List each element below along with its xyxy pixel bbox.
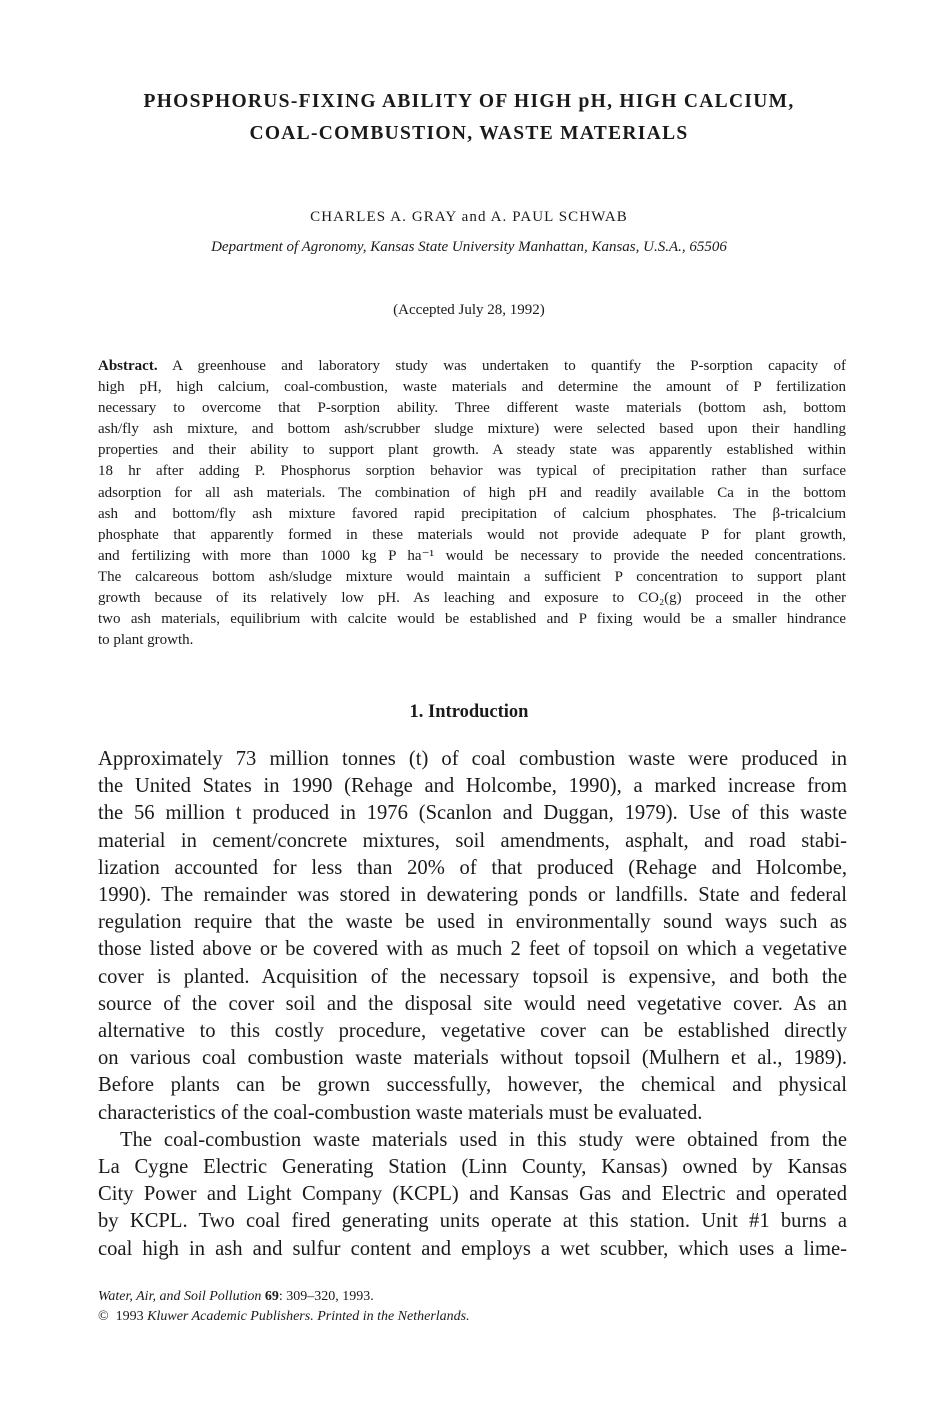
- introduction-body: [98, 746, 847, 1263]
- body-line: by KCPL. Two coal fired generating units operate at this station. Unit #1 burns a: [98, 1210, 847, 1233]
- copyright-line: [98, 1307, 798, 1327]
- body-line: characteristics of the coal-combustion waste materials must be evaluated.: [98, 1101, 703, 1124]
- abstract-line: to plant growth.: [98, 632, 194, 649]
- abstract-line: growth because of its relatively low pH. As leaching and exposure to CO₂(g) proceed in the other: [98, 590, 846, 607]
- body-line: lization accounted for less than 20% of that produced (Rehage and Holcombe,: [98, 856, 847, 879]
- journal-line: [98, 1287, 798, 1307]
- body-line: coal high in ash and sulfur content and employs a wet scubber, which uses a lime-: [98, 1237, 847, 1260]
- abstract-line: two ash materials, equilibrium with calcite would be established and P fixing would be a smaller hindrance: [98, 611, 846, 628]
- abstract-line: 18 hr after adding P. Phosphorus sorption behavior was typical of precipitation rather than surface: [98, 463, 846, 480]
- body-line: those listed above or be covered with as much 2 feet of topsoil on which a vegetative: [98, 938, 847, 961]
- journal-pages: : 309–320, 1993.: [278, 1289, 374, 1304]
- paper-title: [60, 86, 878, 150]
- footer-citation: [98, 1287, 798, 1327]
- section-heading-introduction: 1. Introduction: [409, 702, 529, 722]
- accepted-date: (Accepted July 28, 1992): [393, 302, 545, 318]
- abstract-line: high pH, high calcium, coal-combustion, waste materials and determine the amount of P fertilization: [98, 379, 846, 396]
- title-line-1: PHOSPHORUS-FIXING ABILITY OF HIGH pH, HIGH CALCIUM,: [143, 91, 795, 112]
- body-line: cover is planted. Acquisition of the necessary topsoil is expensive, and both the: [98, 965, 847, 988]
- abstract-line: necessary to overcome that P-sorption ability. Three different waste materials (bottom ash, bottom: [98, 400, 846, 417]
- body-line: regulation require that the waste be used in environmentally sound ways such as: [98, 911, 847, 934]
- body-line: the 56 million t produced in 1976 (Scanlon and Duggan, 1979). Use of this waste: [98, 802, 847, 825]
- body-line: 1990). The remainder was stored in dewatering ponds or landfills. State and federal: [98, 884, 847, 907]
- authors: CHARLES A. GRAY and A. PAUL SCHWAB: [310, 209, 628, 225]
- abstract-line: and fertilizing with more than 1000 kg P ha⁻¹ would be necessary to provide the needed concentrations.: [98, 547, 846, 564]
- abstract: [98, 356, 846, 651]
- body-line: material in cement/concrete mixtures, soil amendments, asphalt, and road stabi-: [98, 829, 847, 852]
- body-line: the United States in 1990 (Rehage and Holcombe, 1990), a marked increase from: [98, 775, 847, 798]
- body-line: on various coal combustion waste materials without topsoil (Mulhern et al., 1989).: [98, 1047, 847, 1070]
- body-line: La Cygne Electric Generating Station (Linn County, Kansas) owned by Kansas: [98, 1156, 847, 1179]
- abstract-line: ash/fly ash mixture, and bottom ash/scrubber sludge mixture) were selected based upon their handling: [98, 421, 846, 438]
- body-line: City Power and Light Company (KCPL) and Kansas Gas and Electric and operated: [98, 1183, 847, 1206]
- copyright-symbol: ©: [98, 1309, 109, 1324]
- publisher: Kluwer Academic Publishers. Printed in the Netherlands.: [147, 1309, 470, 1324]
- title-line-2: COAL-COMBUSTION, WASTE MATERIALS: [249, 123, 689, 144]
- abstract-line: properties and their ability to support plant growth. A steady state was apparently established within: [98, 442, 846, 459]
- body-line: Approximately 73 million tonnes (t) of coal combustion waste were produced in: [98, 748, 847, 770]
- abstract-line: adsorption for all ash materials. The combination of high pH and readily available Ca in the bottom: [98, 484, 846, 501]
- copyright-year: 1993: [115, 1309, 144, 1324]
- journal-name: Water, Air, and Soil Pollution: [98, 1289, 262, 1304]
- affiliation: Department of Agronomy, Kansas State University Manhattan, Kansas, U.S.A., 65506: [211, 239, 727, 255]
- body-line: alternative to this costly procedure, vegetative cover can be established directly: [98, 1020, 847, 1043]
- body-line: source of the cover soil and the disposal site would need vegetative cover. As an: [98, 992, 847, 1015]
- abstract-line: [98, 356, 846, 377]
- abstract-line: phosphate that apparently formed in these materials would not provide adequate P for plant growth,: [98, 526, 846, 543]
- abstract-line-text: A greenhouse and laboratory study was undertaken to quantify the P-sorption capacity of: [172, 358, 846, 374]
- body-line: The coal-combustion waste materials used in this study were obtained from the: [120, 1128, 847, 1151]
- abstract-line: ash and bottom/fly ash mixture favored rapid precipitation of calcium phosphates. The β-tricalcium: [98, 505, 846, 522]
- abstract-line: The calcareous bottom ash/sludge mixture would maintain a sufficient P concentration to support plant: [98, 568, 846, 585]
- abstract-label: Abstract.: [98, 358, 158, 374]
- journal-volume: 69: [264, 1289, 279, 1304]
- body-line: Before plants can be grown successfully, however, the chemical and physical: [98, 1074, 847, 1097]
